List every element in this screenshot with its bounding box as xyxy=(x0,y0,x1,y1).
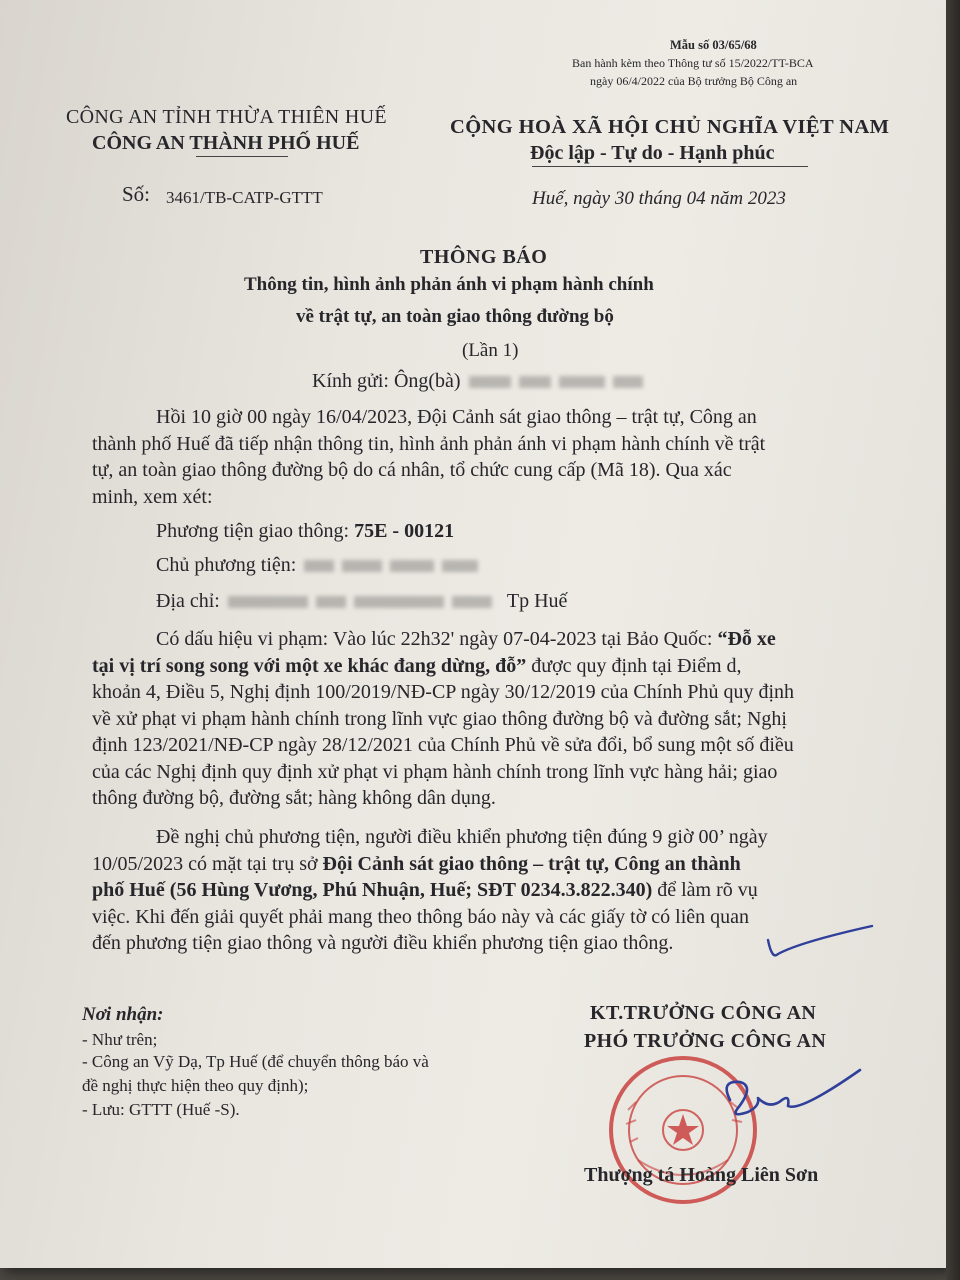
recipient-item: - Lưu: GTTT (Huế -S). xyxy=(82,1100,240,1119)
agency-parent: CÔNG AN TỈNH THỪA THIÊN HUẾ xyxy=(66,106,387,128)
redacted-name xyxy=(559,376,605,388)
paragraph-intro xyxy=(92,404,882,510)
address-row xyxy=(156,590,567,613)
redacted-owner xyxy=(390,560,434,572)
text-line xyxy=(92,877,882,904)
document-title: THÔNG BÁO xyxy=(420,246,548,268)
text-line: khoản 4, Điều 5, Nghị định 100/2019/NĐ-CP ngày 30/12/2019 của Chính Phủ quy định xyxy=(92,681,795,703)
violation-intro: Có dấu hiệu vi phạm: Vào lúc 22h32' ngày 07-04-2023 tại Bảo Quốc: xyxy=(156,628,718,650)
republic-name: CỘNG HOÀ XÃ HỘI CHỦ NGHĨA VIỆT NAM xyxy=(450,116,890,138)
notice-count: (Lần 1) xyxy=(462,340,519,361)
recipients-title: Nơi nhận: xyxy=(82,1004,164,1025)
redacted-owner xyxy=(304,560,334,572)
agency-name: CÔNG AN THÀNH PHỐ HUẾ xyxy=(92,132,360,154)
ink-check-mark xyxy=(760,920,880,966)
request-office: Đội Cảnh sát giao thông – trật tự, Công an thành xyxy=(322,852,741,875)
redacted-address xyxy=(228,596,308,608)
text-line: Hồi 10 giờ 00 ngày 16/04/2023, Đội Cảnh sát giao thông – trật tự, Công an xyxy=(156,406,757,428)
signature-title-1: KT.TRƯỞNG CÔNG AN xyxy=(590,1002,817,1024)
salutation xyxy=(312,370,643,393)
text-line: đến phương tiện giao thông và người điều khiển phương tiện giao thông. xyxy=(92,932,674,954)
doc-number-label: Số: xyxy=(122,182,151,206)
text-line: thông đường bộ, đường sắt; hàng không dân dụng. xyxy=(92,787,496,809)
recipient-item: đề nghị thực hiện theo quy định); xyxy=(82,1076,309,1095)
recipient-item: - Công an Vỹ Dạ, Tp Huế (để chuyển thông báo và xyxy=(82,1052,429,1071)
violation-regulation: được quy định tại Điểm d, xyxy=(526,654,742,677)
motto-underline xyxy=(532,166,808,167)
document-subtitle-1: Thông tin, hình ảnh phản ánh vi phạm hành chính xyxy=(244,274,654,295)
form-reference-line-2: ngày 06/4/2022 của Bộ trưởng Bộ Công an xyxy=(590,74,798,88)
text-line: minh, xem xét: xyxy=(92,485,213,508)
vehicle-label: Phương tiện giao thông: xyxy=(156,520,350,542)
salutation-text: Kính gửi: Ông(bà) xyxy=(312,370,461,392)
vehicle-row xyxy=(156,520,454,543)
issue-date: Huế, ngày 30 tháng 04 năm 2023 xyxy=(532,188,786,209)
redacted-address xyxy=(452,596,492,608)
violation-quote-end: tại vị trí song song với một xe khác đang dừng, đỗ” xyxy=(92,654,527,677)
owner-label: Chủ phương tiện: xyxy=(156,554,297,576)
form-reference-line-1: Ban hành kèm theo Thông tư số 15/2022/TT-BCA xyxy=(572,56,814,70)
request-purpose: để làm rõ vụ xyxy=(652,879,758,901)
national-motto: Độc lập - Tự do - Hạnh phúc xyxy=(530,142,775,164)
violation-quote-start: “Đỗ xe xyxy=(717,628,776,650)
redacted-address xyxy=(354,596,444,608)
redacted-name xyxy=(519,376,551,388)
owner-row xyxy=(156,554,478,577)
handwritten-signature-icon xyxy=(700,1060,870,1130)
text-line: việc. Khi đến giải quyết phải mang theo thông báo này và các giấy tờ có liên quan xyxy=(92,905,750,928)
text-line xyxy=(92,626,882,653)
recipient-item: - Như trên; xyxy=(82,1030,158,1049)
redacted-name xyxy=(613,376,643,388)
redacted-owner xyxy=(442,560,478,572)
signature-title-2: PHÓ TRƯỞNG CÔNG AN xyxy=(584,1030,827,1052)
paper-edge xyxy=(946,0,960,1280)
doc-number: 3461/TB-CATP-GTTT xyxy=(166,188,323,207)
agency-underline xyxy=(196,156,288,157)
address-label: Địa chỉ: xyxy=(156,590,220,612)
request-date: 10/05/2023 có mặt tại trụ sở xyxy=(92,852,323,875)
redacted-address xyxy=(316,596,346,608)
request-address: phố Huế (56 Hùng Vương, Phú Nhuận, Huế; SĐT 0234.3.822.340) xyxy=(92,879,653,901)
text-line xyxy=(92,653,882,680)
text-line: thành phố Huế đã tiếp nhận thông tin, hình ảnh phản ánh vi phạm hành chính về trật xyxy=(92,432,766,455)
address-city: Tp Huế xyxy=(506,590,568,612)
text-line: về xử phạt vi phạm hành chính trong lĩnh vực giao thông đường bộ và đường sắt; Nghị xyxy=(92,707,787,730)
redacted-name xyxy=(469,376,511,388)
form-number: Mẫu số 03/65/68 xyxy=(670,38,757,52)
paragraph-violation xyxy=(92,626,882,812)
text-line xyxy=(92,851,882,878)
text-line: của các Nghị định quy định xử phạt vi phạm hành chính trong lĩnh vực hàng hải; giao xyxy=(92,760,778,783)
text-line: định 123/2021/NĐ-CP ngày 28/12/2021 của Chính Phủ về sửa đổi, bổ sung một số điều xyxy=(92,734,794,756)
vehicle-plate: 75E - 00121 xyxy=(354,520,455,542)
redacted-owner xyxy=(342,560,382,572)
text-line: Đề nghị chủ phương tiện, người điều khiển phương tiện đúng 9 giờ 00’ ngày xyxy=(156,826,768,848)
document-subtitle-2: về trật tự, an toàn giao thông đường bộ xyxy=(296,306,614,327)
signer-name: Thượng tá Hoàng Liên Sơn xyxy=(584,1164,819,1186)
text-line: tự, an toàn giao thông đường bộ do cá nhân, tổ chức cung cấp (Mã 18). Qua xác xyxy=(92,459,732,481)
